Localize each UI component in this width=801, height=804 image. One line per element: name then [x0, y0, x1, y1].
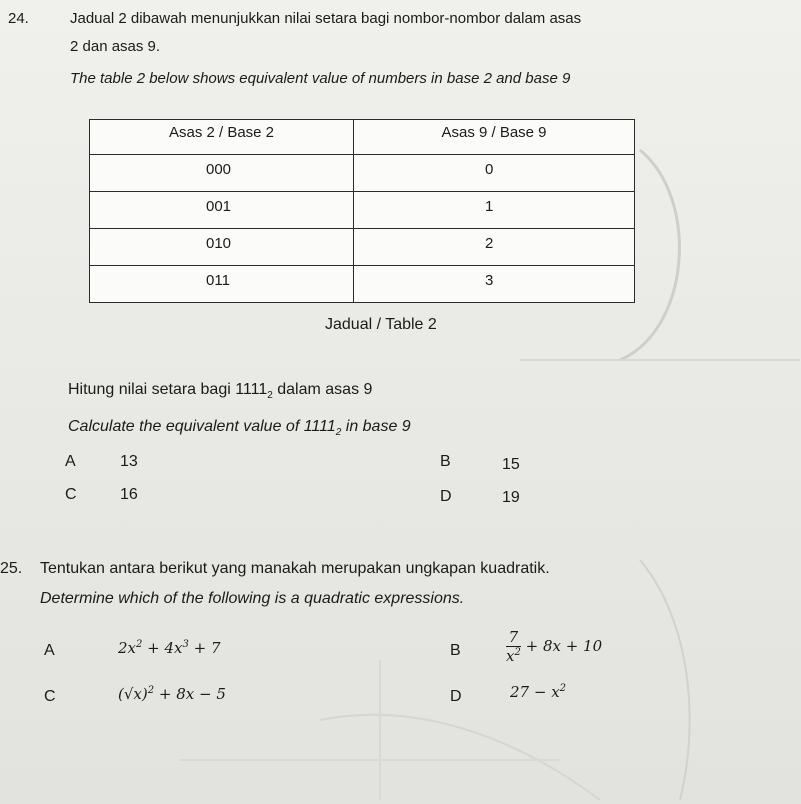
option-25c-expression[interactable] [118, 685, 226, 703]
option-25a-letter[interactable]: A [44, 642, 55, 659]
expr-exponent: 2 [147, 685, 155, 696]
table-cell-base9: 1 [354, 192, 635, 229]
option-24b-value[interactable]: 15 [502, 456, 520, 473]
option-25b-letter[interactable]: B [450, 642, 461, 659]
base-conversion-table [89, 119, 635, 303]
expr-exponent: 2 [559, 683, 567, 694]
ask-en-text: Calculate the equivalent value of 1111 [68, 418, 336, 435]
expr-exponent: 2 [514, 647, 521, 658]
table-cell-base2: 000 [90, 155, 354, 192]
table-header-base9: Asas 9 / Base 9 [354, 120, 635, 155]
expr-term: x [506, 647, 515, 665]
expr-exponent: 3 [182, 639, 189, 650]
expr-term: 27 − x [510, 683, 560, 701]
question-25-line-ms: Tentukan antara berikut yang manakah merupakan ungkapan kuadratik. [40, 560, 550, 577]
option-24c-value[interactable]: 16 [120, 486, 138, 503]
question-25-line-en: Determine which of the following is a quadratic expressions. [40, 590, 465, 607]
option-24d-value[interactable]: 19 [502, 489, 520, 506]
table-cell-base2: 010 [90, 229, 354, 266]
option-24c-letter[interactable]: C [65, 486, 77, 503]
question-24-line-en: The table 2 below shows equivalent value of numbers in base 2 and base 9 [70, 70, 571, 87]
option-24d-letter[interactable]: D [440, 488, 452, 505]
table-row [90, 155, 635, 192]
table-header-row [90, 120, 635, 155]
table-caption: Jadual / Table 2 [325, 316, 437, 333]
ask-en-base: 2 [335, 427, 342, 439]
question-25-number: 25. [0, 560, 23, 577]
question-24-line-ms-1: Jadual 2 dibawah menunjukkan nilai setara bagi nombor-nombor dalam asas [70, 10, 582, 27]
ask-ms-rest: dalam asas 9 [272, 381, 373, 398]
option-24a-letter[interactable]: A [65, 453, 76, 470]
question-24-ask-en [68, 418, 411, 438]
table-cell-base2: 011 [90, 266, 354, 303]
table-cell-base9: 3 [354, 266, 635, 303]
question-24-number: 24. [8, 10, 29, 27]
table-cell-base9: 0 [354, 155, 635, 192]
table-row [90, 266, 635, 303]
ask-ms-base: 2 [267, 390, 273, 402]
fraction-numerator: 7 [506, 630, 521, 647]
ask-ms-text: Hitung nilai setara bagi 1111 [68, 381, 268, 398]
question-24-ask-ms [68, 381, 372, 401]
option-25d-expression[interactable] [510, 683, 566, 701]
question-24-line-ms-2: 2 dan asas 9. [70, 38, 161, 55]
option-25b-expression[interactable] [506, 630, 602, 664]
table-header-base2: Asas 2 / Base 2 [90, 120, 354, 155]
option-25c-letter[interactable]: C [44, 688, 56, 705]
option-25a-expression[interactable] [118, 639, 221, 657]
table-row [90, 229, 635, 266]
expr-term: + 7 [188, 639, 221, 657]
expr-term: + 4x [142, 639, 183, 657]
table-row [90, 192, 635, 229]
expr-term: + 8x − 5 [154, 685, 226, 703]
fraction-denominator [506, 647, 521, 664]
table-cell-base2: 001 [90, 192, 354, 229]
option-24b-letter[interactable]: B [440, 453, 451, 470]
ask-en-rest: in base 9 [341, 418, 411, 435]
option-25d-letter[interactable]: D [450, 688, 462, 705]
expr-term: + 8x + 10 [520, 637, 603, 655]
expr-term: 2x [118, 639, 137, 657]
table-cell-base9: 2 [354, 229, 635, 266]
fraction [506, 630, 521, 664]
expr-term: (√x) [118, 685, 148, 703]
expr-exponent: 2 [136, 639, 143, 650]
option-24a-value[interactable]: 13 [120, 453, 138, 470]
